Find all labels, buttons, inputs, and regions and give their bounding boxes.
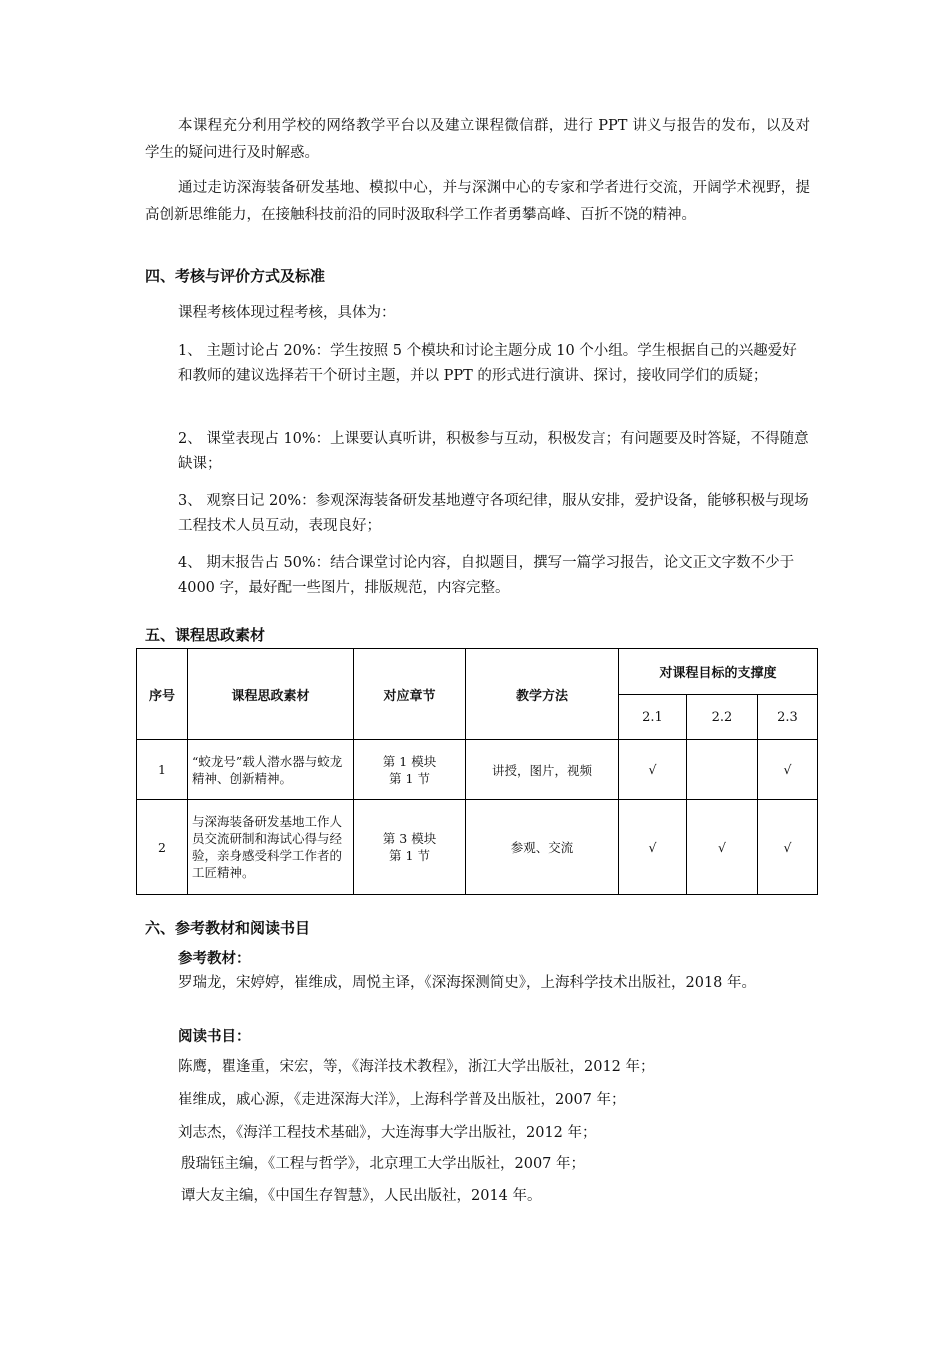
reading-item: 刘志杰，《海洋工程技术基础》，大连海事大学出版社，2012 年； [178,1125,597,1141]
section-4-heading: 四、考核与评价方式及标准 [145,267,326,285]
header-method: 教学方法 [466,649,619,740]
assessment-item-1: 1、 主题讨论占 20%：学生按照 5 个模块和讨论主题分成 10 个小组。学生根据自己的兴趣爱好和教师的建议选择若干个研讨主题，并以 PPT 的形式进行演讲、探讨，接收同学们的质疑； [178,343,797,384]
row-goal-2-1: √ [619,800,687,895]
header-no: 序号 [137,649,188,740]
assessment-item-4: 4、 期末报告占 50%：结合课堂讨论内容，自拟题目，撰写一篇学习报告，论文正文字数不少于 4000 字，最好配一些图片，排版规范，内容完整。 [178,555,795,596]
chapter-module: 第 1 模块 [382,753,437,769]
paragraph-platform: 本课程充分利用学校的网络教学平台以及建立课程微信群，进行 PPT 讲义与报告的发布，以及对学生的疑问进行及时解惑。 [145,118,810,161]
row-method: 参观、交流 [466,800,619,895]
header-material: 课程思政素材 [188,649,354,740]
row-goal-2-1: √ [619,740,687,800]
row-no: 1 [137,740,188,800]
ideology-materials-table [136,648,818,895]
textbook-label: 参考教材： [178,951,251,967]
row-goal-2-2 [687,740,758,800]
row-material: 与深海装备研发基地工作人员交流研制和海试心得与经验，亲身感受科学工作者的工匠精神。 [188,800,354,895]
section-5-heading: 五、课程思政素材 [145,626,266,644]
reading-label: 阅读书目： [178,1029,251,1045]
section-4-intro: 课程考核体现过程考核，具体为： [178,305,396,321]
header-goal-2-1: 2.1 [619,695,687,740]
row-goal-2-3: √ [758,740,818,800]
chapter-section: 第 1 节 [389,848,430,863]
textbook-entry: 罗瑞龙，宋婷婷，崔维成，周悦主译，《深海探测简史》，上海科学技术出版社，2018 年。 [178,975,757,991]
header-chapter: 对应章节 [354,649,466,740]
header-goal-2-2: 2.2 [687,695,758,740]
reading-item: 陈鹰，瞿逢重，宋宏，等，《海洋技术教程》，浙江大学出版社，2012 年； [178,1059,655,1075]
header-support: 对课程目标的支撑度 [619,649,818,695]
row-chapter [354,800,466,895]
reading-item: 谭大友主编，《中国生存智慧》，人民出版社，2014 年。 [181,1188,542,1204]
reading-item: 殷瑞钰主编，《工程与哲学》，北京理工大学出版社，2007 年； [181,1156,586,1172]
row-goal-2-2: √ [687,800,758,895]
row-material: “蛟龙号”载人潜水器与蛟龙精神、创新精神。 [188,740,354,800]
row-no: 2 [137,800,188,895]
table-row [137,740,818,800]
chapter-section: 第 1 节 [389,770,430,786]
paragraph-visit: 通过走访深海装备研发基地、模拟中心，并与深渊中心的专家和学者进行交流，开阔学术视野，提高创新思维能力，在接触科技前沿的同时汲取科学工作者勇攀高峰、百折不饶的精神。 [145,180,810,223]
reading-item: 崔维成，戚心源，《走进深海大洋》，上海科学普及出版社，2007 年； [178,1092,626,1108]
table-row [137,800,818,895]
assessment-item-2: 2、 课堂表现占 10%：上课要认真听讲，积极参与互动，积极发言；有问题要及时答疑，不得随意缺课； [178,431,809,472]
chapter-module: 第 3 模块 [382,831,437,846]
row-goal-2-3: √ [758,800,818,895]
row-chapter [354,740,466,800]
header-goal-2-3: 2.3 [758,695,818,740]
section-6-heading: 六、参考教材和阅读书目 [145,919,311,937]
assessment-item-3: 3、 观察日记 20%：参观深海装备研发基地遵守各项纪律，服从安排，爱护设备，能够积极与现场工程技术人员互动，表现良好； [178,493,809,534]
row-method: 讲授，图片，视频 [466,740,619,800]
